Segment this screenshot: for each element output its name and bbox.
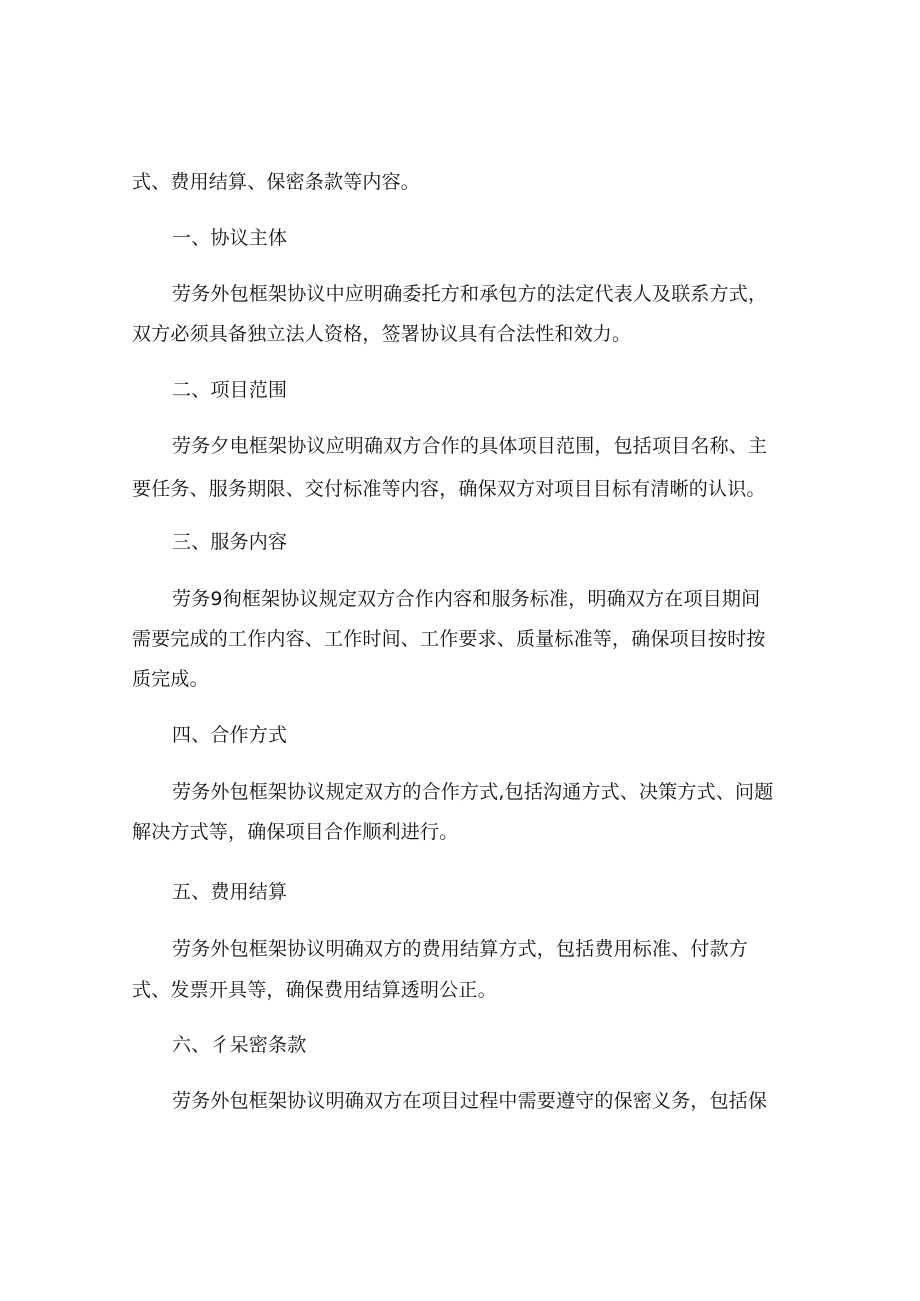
paragraph-line: 双方必须具备独立法人资格，签署协议具有合法性和效力。 xyxy=(132,323,632,345)
section-heading-1: 一、协议主体 xyxy=(172,227,288,249)
paragraph-line: 劳务外包框架协议明确双方的费用结算方式，包括费用标准、付款方 xyxy=(172,938,749,960)
paragraph-line: 解决方式等，确保项目合作顺利进行。 xyxy=(132,821,459,843)
paragraph-line: 式、发票开具等，确保费用结算透明公正。 xyxy=(132,979,497,1001)
paragraph-line: 劳务外包框架协议中应明确委托方和承包方的法定代表人及联系方式， xyxy=(172,283,768,305)
paragraph-line: 劳务夕电框架协议应明确双方合作的具体项目范围，包括项目名称、主 xyxy=(172,435,768,457)
section-heading-2: 二、项目范围 xyxy=(172,379,288,401)
section-heading-6: 六、彳呆密条款 xyxy=(172,1034,307,1056)
section-heading-5: 五、费用结算 xyxy=(172,881,288,903)
paragraph-line: 质完成。 xyxy=(132,668,209,690)
section-heading-3: 三、服务内容 xyxy=(172,531,288,553)
paragraph-line: 要任务、服务期限、交付标准等内容，确保双方对项目目标有清晰的认识。 xyxy=(132,478,766,500)
paragraph-line: 劳务外包框架协议规定双方的合作方式,包括沟通方式、决策方式、问题 xyxy=(172,781,774,803)
paragraph-line: 需要完成的工作内容、工作时间、工作要求、质量标准等，确保项目按时按 xyxy=(132,628,766,650)
section-heading-4: 四、合作方式 xyxy=(172,724,288,746)
paragraph-line: 劳务9徇框架协议规定双方合作内容和服务标准，明确双方在项目期间 xyxy=(172,588,761,610)
paragraph-continuation: 式、费用结算、保密条款等内容。 xyxy=(132,171,421,193)
paragraph-line: 劳务外包框架协议明确双方在项目过程中需要遵守的保密义务，包括保 xyxy=(172,1090,768,1112)
